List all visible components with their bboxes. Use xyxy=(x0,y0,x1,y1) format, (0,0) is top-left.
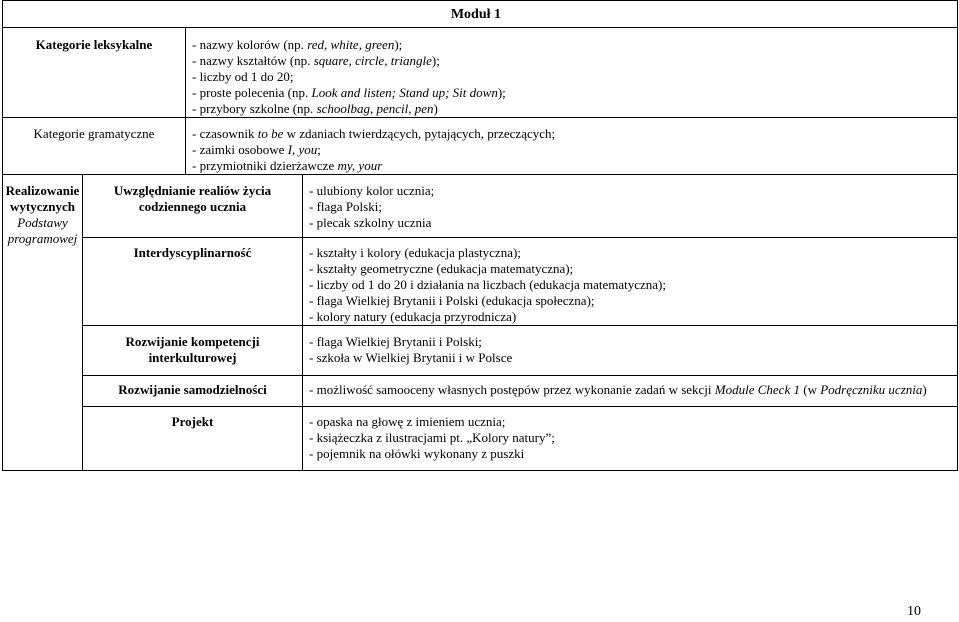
section-content-intercultural xyxy=(303,326,958,376)
list-item: - proste polecenia (np. Look and listen; Stand up; Sit down); xyxy=(192,85,957,101)
lexical-row xyxy=(3,28,958,118)
section-title-project: Projekt xyxy=(83,407,303,471)
lexical-label: Kategorie leksykalne xyxy=(3,28,186,118)
list-item: - przybory szkolne (np. schoolbag, pencil, pen) xyxy=(192,101,957,117)
module-title: Moduł 1 xyxy=(3,1,958,28)
list-item: - plecak szkolny ucznia xyxy=(309,215,957,231)
list-item: - flaga Wielkiej Brytanii i Polski (edukacja społeczna); xyxy=(309,293,957,309)
list-item: - kolory natury (edukacja przyrodnicza) xyxy=(309,309,957,325)
section-content-interdisciplinary xyxy=(303,238,958,326)
list-item: - czasownik to be w zdaniach twierdzących, pytających, przeczących; xyxy=(192,126,957,142)
section-content-daily-life xyxy=(303,175,958,238)
list-item: - flaga Polski; xyxy=(309,199,957,215)
list-item: - nazwy kolorów (np. red, white, green); xyxy=(192,37,957,53)
guidelines-section-5 xyxy=(3,407,958,471)
list-item: - liczby od 1 do 20 i działania na liczbach (edukacja matematyczna); xyxy=(309,277,957,293)
section-title-independence: Rozwijanie samodzielności xyxy=(83,376,303,407)
list-item: - flaga Wielkiej Brytanii i Polski; xyxy=(309,334,957,350)
intercultural-list xyxy=(309,334,957,366)
guidelines-section-3 xyxy=(3,326,958,376)
list-item: - nazwy kształtów (np. square, circle, triangle); xyxy=(192,53,957,69)
section-title-interdisciplinary: Interdyscyplinarność xyxy=(83,238,303,326)
list-item: - opaska na głowę z imieniem ucznia; xyxy=(309,414,957,430)
list-item: - książeczka z ilustracjami pt. „Kolory natury”; xyxy=(309,430,957,446)
list-item: - szkoła w Wielkiej Brytanii i w Polsce xyxy=(309,350,957,366)
header-row xyxy=(3,1,958,28)
grammar-cell xyxy=(186,118,958,175)
list-item: - liczby od 1 do 20; xyxy=(192,69,957,85)
daily-life-list xyxy=(309,183,957,231)
grammar-list xyxy=(192,126,957,174)
section-content-independence: - możliwość samooceny własnych postępów przez wykonanie zadań w sekcji Module Check 1 (w Podręczniku ucznia) xyxy=(303,376,958,407)
guidelines-section-2 xyxy=(3,238,958,326)
independence-text-2: (w xyxy=(799,382,821,397)
list-item: - pojemnik na ołówki wykonany z puszki xyxy=(309,446,957,462)
project-list xyxy=(309,414,957,462)
independence-text: możliwość samooceny własnych postępów przez wykonanie zadań w sekcji xyxy=(316,382,715,397)
grammar-row xyxy=(3,118,958,175)
grammar-label: Kategorie gramatyczne xyxy=(3,118,186,175)
lexical-cell xyxy=(186,28,958,118)
list-item: - ulubiony kolor ucznia; xyxy=(309,183,957,199)
independence-text-3: ) xyxy=(922,382,927,397)
module-table xyxy=(2,0,958,471)
students-book-title: Podręczniku ucznia xyxy=(820,382,923,397)
guidelines-section-1 xyxy=(3,175,958,238)
section-title-intercultural: Rozwijanie kompetencji interkulturowej xyxy=(83,326,303,376)
lexical-list xyxy=(192,37,957,117)
list-item: - przymiotniki dzierżawcze my, your xyxy=(192,158,957,174)
guidelines-label-italic: Podstawy programowej xyxy=(7,215,78,246)
list-item: - kształty geometryczne (edukacja matematyczna); xyxy=(309,261,957,277)
list-item: - zaimki osobowe I, you; xyxy=(192,142,957,158)
guidelines-section-4 xyxy=(3,376,958,407)
interdisciplinary-list xyxy=(309,245,957,325)
section-title-daily-life: Uwzględnianie realiów życia codziennego ucznia xyxy=(83,175,303,238)
guidelines-label-bold: Realizowanie wytycznych xyxy=(5,183,80,214)
page-number: 10 xyxy=(907,604,921,619)
module-check-title: Module Check 1 xyxy=(714,382,800,397)
guidelines-label xyxy=(3,175,83,471)
list-item: - kształty i kolory (edukacja plastyczna); xyxy=(309,245,957,261)
section-content-project xyxy=(303,407,958,471)
